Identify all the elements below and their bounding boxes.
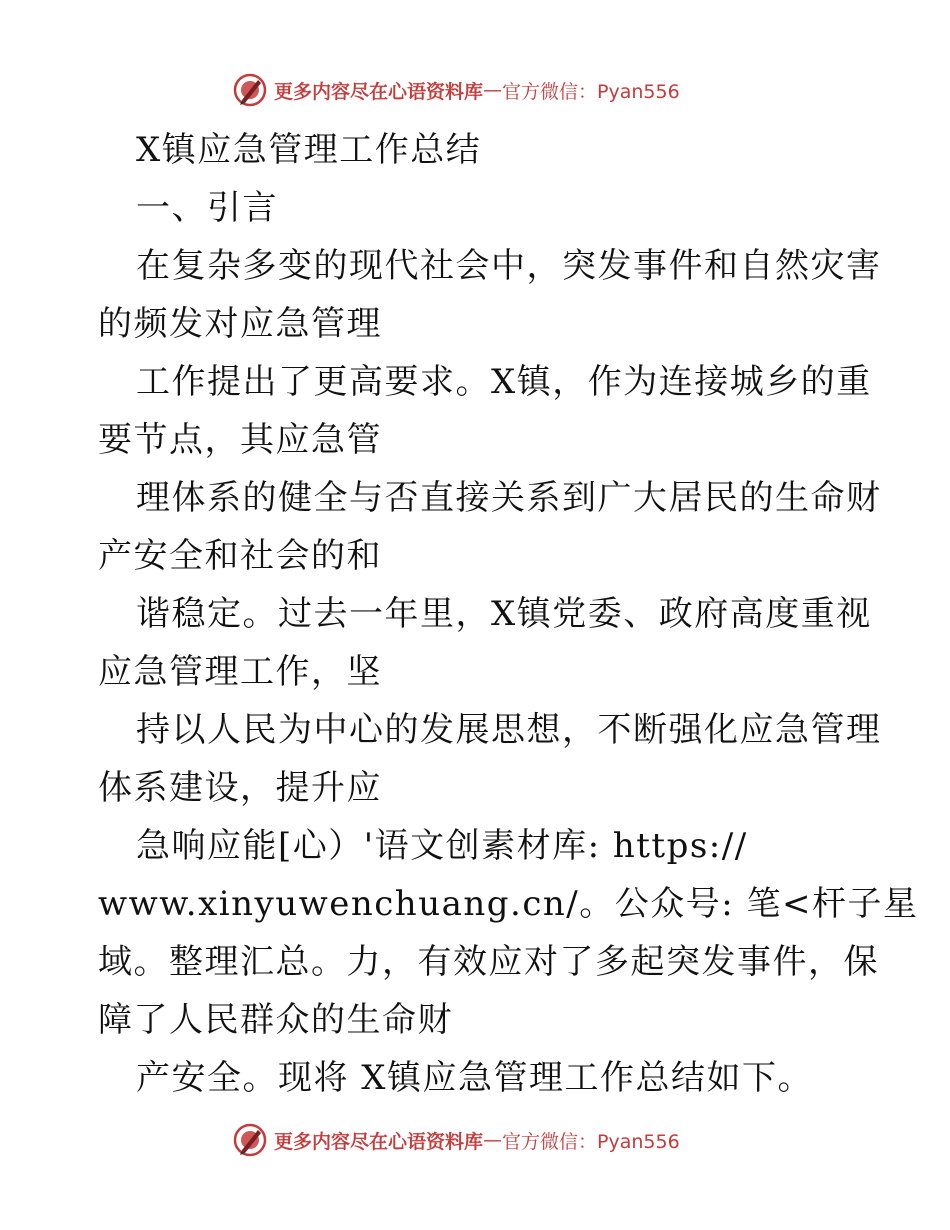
paragraph-line: 域。整理汇总。力，有效应对了多起突发事件，保 bbox=[98, 942, 879, 982]
paragraph-line: 理体系的健全与否直接关系到广大居民的生命财 bbox=[136, 478, 882, 518]
paragraph-line: 体系建设，提升应 bbox=[98, 768, 382, 808]
banner-wechat: 官方微信：Pyan556 bbox=[502, 1130, 680, 1153]
banner-separator: — bbox=[483, 1129, 503, 1151]
footer-banner bbox=[232, 1120, 680, 1160]
pen-logo-icon bbox=[232, 72, 268, 108]
header-banner bbox=[232, 70, 680, 110]
pen-logo-icon bbox=[232, 1122, 268, 1158]
paragraph-line: 要节点，其应急管 bbox=[98, 420, 382, 460]
paragraph-line: 谐稳定。过去一年里，X镇党委、政府高度重视 bbox=[136, 594, 872, 634]
document-title: X镇应急管理工作总结 bbox=[136, 130, 482, 170]
banner-separator: — bbox=[483, 79, 503, 101]
banner-wechat: 官方微信：Pyan556 bbox=[502, 80, 680, 103]
paragraph-line: 持以人民为中心的发展思想，不断强化应急管理 bbox=[136, 710, 882, 750]
banner-text: 更多内容尽在心语资料库 bbox=[274, 80, 484, 103]
document-body bbox=[98, 121, 919, 1107]
paragraph-line: 产安全和社会的和 bbox=[98, 536, 382, 576]
paragraph-line: 的频发对应急管理 bbox=[98, 304, 382, 344]
banner-text: 更多内容尽在心语资料库 bbox=[274, 1130, 484, 1153]
section-heading: 一、引言 bbox=[136, 188, 278, 228]
paragraph-line: 工作提出了更高要求。X镇，作为连接城乡的重 bbox=[136, 362, 872, 402]
paragraph-line: 障了人民群众的生命财 bbox=[98, 1000, 453, 1040]
paragraph-line: 应急管理工作，坚 bbox=[98, 652, 382, 692]
paragraph-line: 产安全。现将 X镇应急管理工作总结如下。 bbox=[136, 1058, 814, 1098]
paragraph-line: 急响应能[心）'语文创素材库: https:// bbox=[136, 826, 748, 866]
paragraph-line: 在复杂多变的现代社会中，突发事件和自然灾害 bbox=[136, 246, 882, 286]
paragraph-line: www.xinyuwenchuang.cn/。公众号: 笔<杆子星 bbox=[98, 884, 919, 924]
